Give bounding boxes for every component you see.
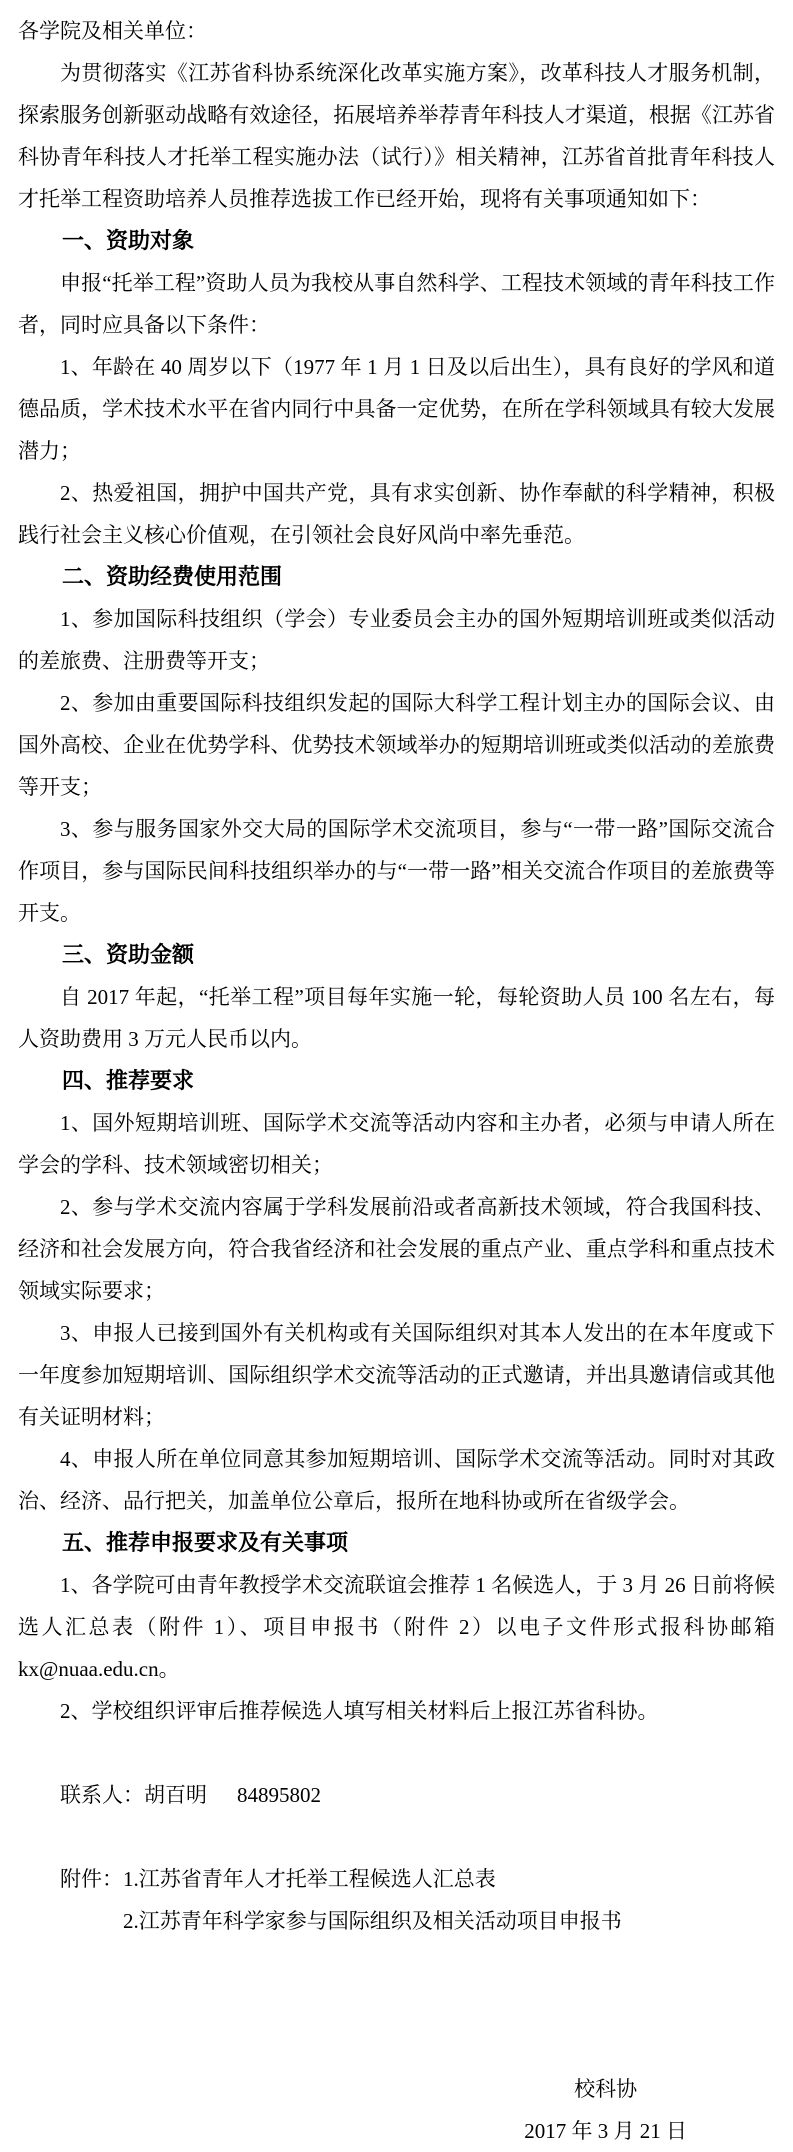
section-1-heading: 一、资助对象 xyxy=(62,228,195,253)
section-2-paragraph-2: 2、参加由重要国际科技组织发起的国际大科学工程计划主办的国际会议、由国外高校、企业在优势学科、优势技术领域举办的短期培训班或类似活动的差旅费等开支； xyxy=(18,691,775,799)
section-5-paragraph-1: 1、各学院可由青年教授学术交流联谊会推荐 1 名候选人，于 3 月 26 日前将候选人汇总表（附件 1）、项目申报书（附件 2）以电子文件形式报科协邮箱kx@nuaa.edu.cn。 xyxy=(18,1573,775,1681)
attachments-label: 附件： xyxy=(60,1867,123,1891)
signature-block xyxy=(524,2068,687,2152)
attachments-block xyxy=(60,1858,775,1942)
section-4-paragraph-3: 3、申报人已接到国外有关机构或有关国际组织对其本人发出的在本年度或下一年度参加短期培训、国际组织学术交流等活动的正式邀请，并出具邀请信或其他有关证明材料； xyxy=(18,1321,775,1429)
contact-name: 联系人：胡百明 xyxy=(60,1783,207,1807)
section-3-heading: 三、资助金额 xyxy=(62,942,195,967)
salutation: 各学院及相关单位： xyxy=(18,19,207,43)
section-1-paragraph-3: 2、热爱祖国，拥护中国共产党，具有求实创新、协作奉献的科学精神，积极践行社会主义核心价值观，在引领社会良好风尚中率先垂范。 xyxy=(18,481,775,547)
section-1-paragraph-1: 申报“托举工程”资助人员为我校从事自然科学、工程技术领域的青年科技工作者，同时应具备以下条件： xyxy=(18,271,775,337)
signature-date: 2017 年 3 月 21 日 xyxy=(524,2119,687,2143)
section-5-paragraph-2: 2、学校组织评审后推荐候选人填写相关材料后上报江苏省科协。 xyxy=(60,1699,659,1723)
attachment-item-1: 1.江苏省青年人才托举工程候选人汇总表 xyxy=(123,1867,496,1891)
contact-line xyxy=(18,1774,775,1816)
section-4-heading: 四、推荐要求 xyxy=(62,1068,195,1093)
section-2-paragraph-1: 1、参加国际科技组织（学会）专业委员会主办的国外短期培训班或类似活动的差旅费、注册费等开支； xyxy=(18,607,775,673)
signature-org: 校科协 xyxy=(574,2077,638,2101)
section-3-paragraph-1: 自 2017 年起，“托举工程”项目每年实施一轮，每轮资助人员 100 名左右，每人资助费用 3 万元人民币以内。 xyxy=(18,985,775,1051)
intro-paragraph: 为贯彻落实《江苏省科协系统深化改革实施方案》，改革科技人才服务机制，探索服务创新驱动战略有效途径，拓展培养举荐青年科技人才渠道，根据《江苏省科协青年科技人才托举工程实施办法（试行）》相关精神，江苏省首批青年科技人才托举工程资助培养人员推荐选拔工作已经开始，现将有关事项通知如下： xyxy=(18,61,775,211)
section-4-paragraph-2: 2、参与学术交流内容属于学科发展前沿或者高新技术领域，符合我国科技、经济和社会发展方向，符合我省经济和社会发展的重点产业、重点学科和重点技术领域实际要求； xyxy=(18,1195,775,1303)
section-4-paragraph-4: 4、申报人所在单位同意其参加短期培训、国际学术交流等活动。同时对其政治、经济、品行把关，加盖单位公章后，报所在地科协或所在省级学会。 xyxy=(18,1447,775,1513)
section-2-heading: 二、资助经费使用范围 xyxy=(62,564,283,589)
section-5-heading: 五、推荐申报要求及有关事项 xyxy=(62,1530,349,1555)
section-1-paragraph-2: 1、年龄在 40 周岁以下（1977 年 1 月 1 日及以后出生），具有良好的学风和道德品质，学术技术水平在省内同行中具备一定优势，在所在学科领域具有较大发展潜力； xyxy=(18,355,775,463)
attachment-item-2: 2.江苏青年科学家参与国际组织及相关活动项目申报书 xyxy=(123,1909,622,1933)
contact-phone: 84895802 xyxy=(237,1783,321,1807)
section-2-paragraph-3: 3、参与服务国家外交大局的国际学术交流项目，参与“一带一路”国际交流合作项目，参与国际民间科技组织举办的与“一带一路”相关交流合作项目的差旅费等开支。 xyxy=(18,817,775,925)
attachments-list xyxy=(123,1858,622,1942)
section-4-paragraph-1: 1、国外短期培训班、国际学术交流等活动内容和主办者，必须与申请人所在学会的学科、技术领域密切相关； xyxy=(18,1111,775,1177)
